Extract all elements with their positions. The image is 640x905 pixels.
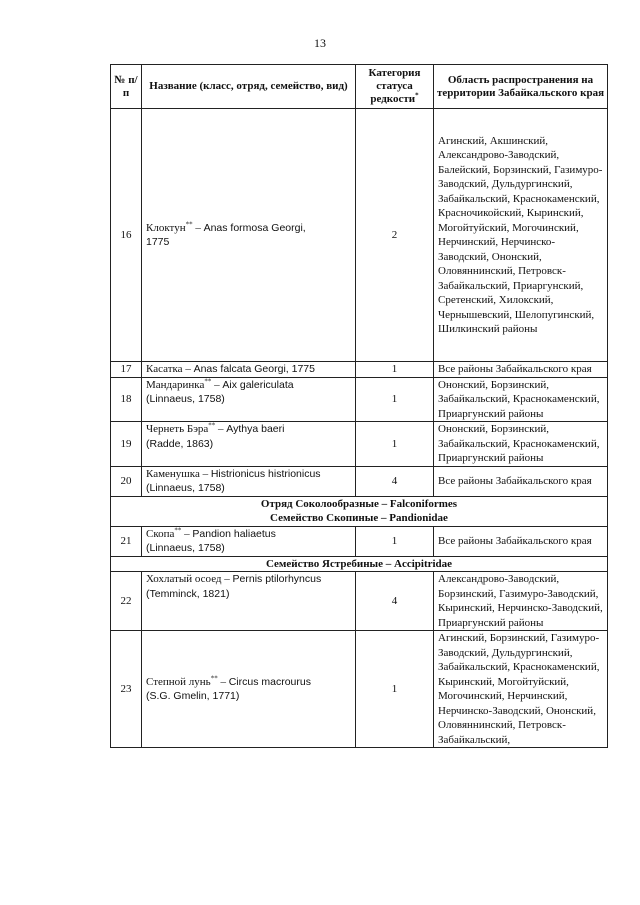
header-category bbox=[356, 65, 434, 109]
order-title: Отряд Соколообразные – Falconiformes bbox=[260, 497, 458, 510]
rarity-category: 1 bbox=[356, 631, 434, 748]
species-mark: ** bbox=[208, 421, 216, 430]
header-category-mark: * bbox=[415, 91, 419, 100]
species-name bbox=[142, 422, 356, 467]
family-title: Семейство Скопиные – Pandionidae bbox=[270, 512, 448, 524]
species-name bbox=[142, 466, 356, 496]
header-category-label: Категория статуса редкости bbox=[368, 67, 421, 105]
species-author: (Linnaeus, 1758) bbox=[146, 542, 225, 554]
species-name-latin: Anas formosa Georgi, bbox=[203, 221, 306, 234]
species-name-latin: Histrionicus histrionicus bbox=[210, 467, 321, 480]
table-row bbox=[111, 422, 608, 467]
table-row bbox=[111, 109, 608, 362]
distribution-area: Ононский, Борзинский, Забайкальский, Краснокаменский, Приаргунский районы bbox=[434, 422, 608, 467]
table-row bbox=[111, 631, 608, 748]
species-name bbox=[142, 572, 356, 631]
order-heading-row bbox=[111, 496, 608, 526]
rarity-category: 1 bbox=[356, 422, 434, 467]
table-row bbox=[111, 377, 608, 422]
row-number: 16 bbox=[111, 109, 142, 362]
species-mark: ** bbox=[185, 219, 193, 228]
name-separator: – bbox=[221, 573, 233, 585]
species-name bbox=[142, 526, 356, 556]
species-table bbox=[110, 64, 608, 748]
species-author: (Linnaeus, 1758) bbox=[146, 393, 225, 405]
species-name-latin: Aix galericulata bbox=[222, 378, 294, 391]
species-name-ru: Скопа bbox=[146, 527, 175, 540]
species-name-ru: Клоктун bbox=[146, 221, 186, 234]
species-mark: ** bbox=[210, 673, 218, 682]
header-area: Область распространения на территории Забайкальского края bbox=[434, 65, 608, 109]
name-separator: – bbox=[217, 675, 229, 688]
species-mark: ** bbox=[174, 525, 182, 534]
family-heading: Семейство Ястребиные – Accipitridae bbox=[111, 556, 608, 572]
row-number: 18 bbox=[111, 377, 142, 422]
row-number: 19 bbox=[111, 422, 142, 467]
rarity-category: 2 bbox=[356, 109, 434, 362]
rarity-category: 4 bbox=[356, 572, 434, 631]
table-row bbox=[111, 362, 608, 378]
distribution-area: Все районы Забайкальского края bbox=[434, 526, 608, 556]
distribution-area: Ононский, Борзинский, Забайкальский, Краснокаменский, Приаргунский районы bbox=[434, 377, 608, 422]
distribution-area: Александрово-Заводский, Борзинский, Газимуро-Заводский, Кыринский, Нерчинско-Заводский, Приаргунский районы bbox=[434, 572, 608, 631]
row-number: 22 bbox=[111, 572, 142, 631]
row-number: 23 bbox=[111, 631, 142, 748]
species-name bbox=[142, 362, 356, 378]
name-separator: – bbox=[215, 423, 227, 435]
table-row bbox=[111, 466, 608, 496]
species-mark: ** bbox=[204, 376, 212, 385]
species-author: (S.G. Gmelin, 1771) bbox=[146, 690, 240, 702]
species-name-latin: Pandion haliaetus bbox=[192, 527, 276, 540]
table-header-row bbox=[111, 65, 608, 109]
species-author: (Radde, 1863) bbox=[146, 437, 214, 450]
species-name bbox=[142, 377, 356, 422]
name-separator: – bbox=[182, 363, 194, 375]
distribution-area: Все районы Забайкальского края bbox=[434, 466, 608, 496]
header-num: № п/п bbox=[111, 65, 142, 109]
page-number: 13 bbox=[314, 36, 326, 50]
name-separator: – bbox=[199, 467, 211, 480]
rarity-category: 1 bbox=[356, 526, 434, 556]
species-name-ru: Касатка bbox=[146, 363, 183, 375]
distribution-area: Агинский, Борзинский, Газимуро-Заводский, Дульдургинский, Забайкальский, Краснокаменский, Кыринский, Могойтуйский, Могочинский, Нерчинский, Нерчинско-Заводский, Ононский, Оловяннинский, Петровск-Забайкальский, bbox=[434, 631, 608, 748]
species-author: (Temminck, 1821) bbox=[146, 587, 230, 600]
distribution-area: Все районы Забайкальского края bbox=[434, 362, 608, 378]
family-heading-row bbox=[111, 556, 608, 572]
species-author: (Linnaeus, 1758) bbox=[146, 482, 225, 494]
species-name bbox=[142, 631, 356, 748]
species-name-latin: Pernis ptilorhyncus bbox=[232, 573, 322, 585]
table-row bbox=[111, 526, 608, 556]
species-name-ru: Каменушка bbox=[146, 467, 200, 480]
name-separator: – bbox=[211, 378, 223, 391]
species-name-latin: Circus macrourus bbox=[228, 675, 311, 688]
rarity-category: 4 bbox=[356, 466, 434, 496]
row-number: 20 bbox=[111, 466, 142, 496]
species-name-ru: Степной лунь bbox=[146, 675, 211, 688]
species-name-ru: Мандаринка bbox=[146, 378, 205, 391]
species-author: 1775 bbox=[146, 236, 170, 248]
distribution-area: Агинский, Акшинский, Александрово-Заводский, Балейский, Борзинский, Газимуро-Заводский, Дульдургинский, Забайкальский, Краснокаменский, Красночикойский, Кыринский, Могойтуйский, Могочинский, Нерчинский, Нерчинско-Заводский, Ононский, Оловяннинский, Петровск-Забайкальский, Приаргунский, Сретенский, Хилокский, Чернышевский, Шелопугинский, Шилкинский районы bbox=[434, 109, 608, 362]
species-name-ru: Чернеть Бэра bbox=[146, 423, 209, 435]
name-separator: – bbox=[192, 221, 204, 234]
species-name-latin: Aythya baeri bbox=[226, 423, 285, 435]
name-separator: – bbox=[181, 527, 193, 540]
species-name bbox=[142, 109, 356, 362]
order-heading bbox=[111, 496, 608, 526]
rarity-category: 1 bbox=[356, 377, 434, 422]
species-name-latin: Anas falcata Georgi, 1775 bbox=[193, 363, 315, 375]
rarity-category: 1 bbox=[356, 362, 434, 378]
header-name: Название (класс, отряд, семейство, вид) bbox=[142, 65, 356, 109]
table-row bbox=[111, 572, 608, 631]
species-name-ru: Хохлатый осоед bbox=[146, 573, 222, 585]
row-number: 17 bbox=[111, 362, 142, 378]
row-number: 21 bbox=[111, 526, 142, 556]
